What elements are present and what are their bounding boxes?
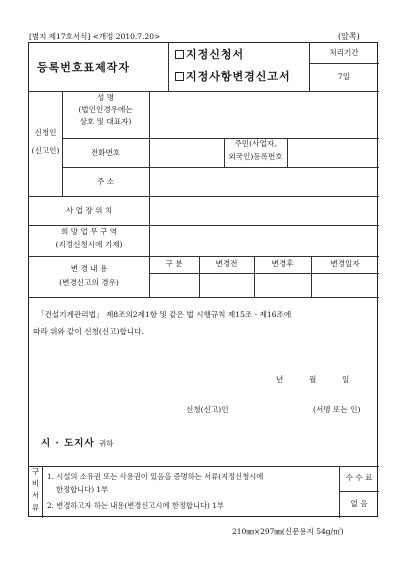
date-year-label: 년 [276, 375, 284, 384]
business-location-label: 사 업 장 위 치 [65, 206, 113, 215]
id-number-label: 주민(사업자, [234, 139, 277, 148]
processing-period-label: 처리기간 [329, 48, 359, 57]
form-number: [별지 제17호서식] <개정 2010.7.20> [29, 32, 161, 41]
applicant-label: 신청인 [34, 128, 57, 137]
applicant-sublabel: (신고인) [31, 146, 60, 155]
option-change-report[interactable] [175, 71, 291, 84]
phone-field[interactable] [150, 139, 223, 167]
signature-note: (서명 또는 인) [313, 405, 361, 414]
row-divider [29, 466, 379, 467]
business-location-field[interactable] [150, 197, 378, 225]
processing-period-value: 7일 [337, 72, 351, 81]
option-designation-application[interactable] [175, 49, 244, 62]
id-number-label: 외국인)등록번호 [228, 152, 283, 161]
name-label: 성 명 [96, 93, 115, 102]
row-divider [149, 273, 379, 274]
fee-label: 수 수 료 [345, 473, 373, 482]
documents-label: 서 [31, 491, 40, 500]
address-label: 주 소 [96, 177, 115, 186]
column-header-after: 변경후 [271, 259, 294, 268]
name-field[interactable] [150, 92, 378, 138]
date-day-label: 일 [342, 375, 350, 384]
addressee [41, 439, 114, 450]
documents-label: 구 [31, 467, 40, 476]
date-month-label: 월 [309, 375, 317, 384]
id-number-field[interactable] [288, 139, 378, 167]
signer-label: 신청(신고)인 [186, 405, 229, 414]
option-label: 지정신청서 [186, 48, 245, 61]
column-header-category: 구 분 [165, 259, 183, 268]
documents-label: 류 [31, 503, 40, 512]
documents-label: 비 [31, 479, 40, 488]
addressee-suffix: 귀하 [98, 439, 114, 448]
desired-area-note: (지정신청시에 기재) [55, 240, 123, 249]
change-label: 변 경 내 용 [70, 264, 108, 273]
fee-value: 없 음 [350, 499, 368, 508]
desired-area-label: 희 망 업 무 구 역 [60, 227, 118, 236]
name-note: (법인인경우에는 [78, 105, 133, 114]
change-note: (변경신고의 경우) [59, 278, 119, 287]
col-divider [168, 43, 169, 91]
name-note: 상호 및 대표자) [79, 117, 132, 126]
row-divider [309, 63, 379, 64]
statement-line: 따라 위와 같이 신청(신고)합니다. [33, 327, 144, 336]
address-field[interactable] [150, 168, 378, 196]
option-label: 지정사항변경신고서 [186, 70, 291, 83]
document-item: 2. 변경하고자 하는 내용(변경신고시에 한정합니다) 1부 [47, 501, 224, 510]
checkbox-icon [175, 72, 184, 81]
document-item: 1. 시설의 소유권 또는 사용권이 있음을 증명하는 서류(지정신청시에 [47, 472, 264, 481]
row-divider [29, 297, 379, 298]
checkbox-icon [175, 50, 184, 59]
document-item: 한정합니다) 1부 [56, 485, 109, 494]
phone-label: 전화번호 [90, 148, 121, 157]
paper-spec: 210㎜×297㎜(신문용지 54g/㎡) [232, 527, 344, 536]
col-divider [42, 466, 43, 518]
form-title: 등록번호표제작자 [37, 61, 131, 74]
row-divider [339, 491, 379, 492]
row-divider [29, 256, 379, 257]
addressee-name: 시 · 도지사 [41, 438, 95, 449]
statement-line: 「건설기계관리법」 제8조의2제1항 및 같은 법 시행규칙 제15조ㆍ제16조에 [37, 310, 292, 319]
application-form [28, 42, 378, 517]
page-side-label: (앞쪽) [338, 32, 360, 41]
column-header-before: 변경전 [215, 259, 238, 268]
desired-area-field[interactable] [150, 226, 378, 256]
column-header-date: 변경일자 [330, 259, 360, 268]
